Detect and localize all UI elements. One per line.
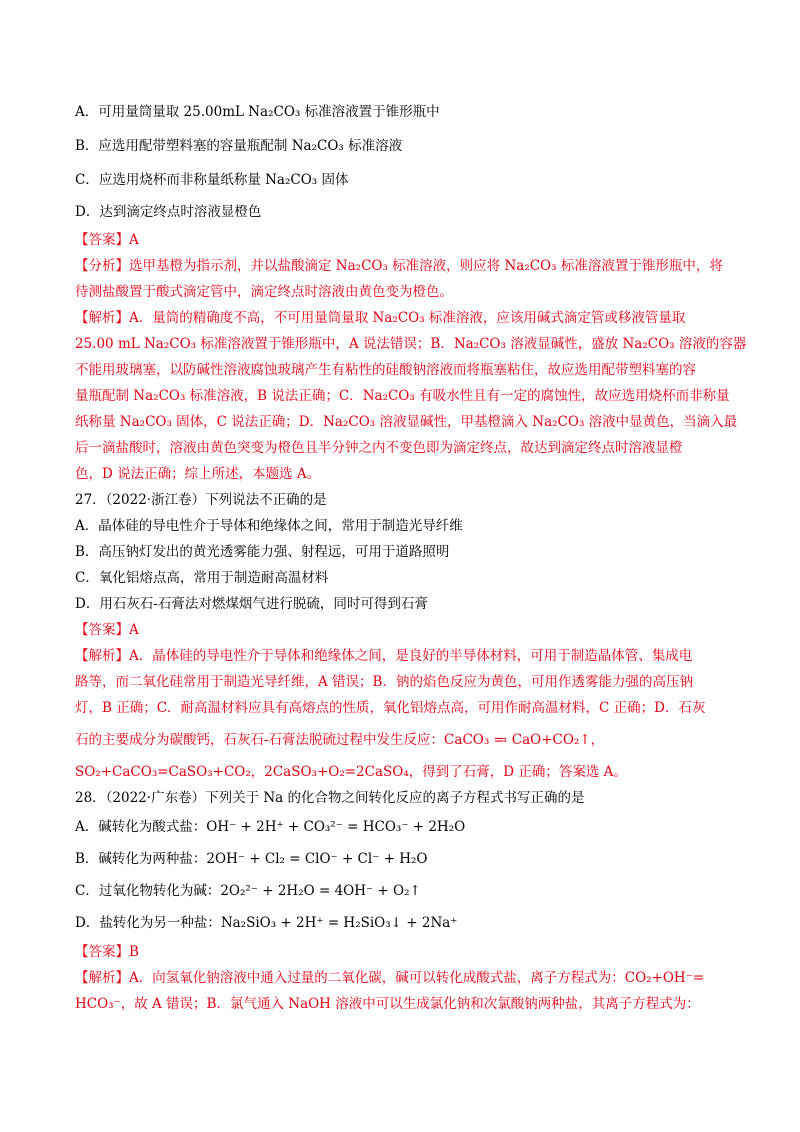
q26-explanation-line: 【解析】A．量筒的精确度不高，不可用量筒量取 Na₂CO₃ 标准溶液，应该用碱式滴定管或移液管量取 [75,310,686,326]
q26-option-d: D．达到滴定终点时溶液显橙色 [75,204,262,220]
q26-explanation-line: 色，D 说法正确；综上所述，本题选 A。 [75,466,321,482]
q26-options [75,95,725,227]
q27-explanation-line: 石的主要成分为碳酸钙，石灰石-石膏法脱硫过程中发生反应：CaCO₃ ≕ CaO+CO₂↑， [75,732,605,748]
q27-stem: 27．（2022·浙江卷）下列说法不正确的是 [75,492,327,508]
q26-analysis [75,253,725,305]
q28-explanation-line: 【解析】A．向氢氧化钠溶液中通入过量的二氧化碳，碱可以转化成酸式盐，离子方程式为：CO₂+OH⁻= [75,970,705,986]
q27-option-b: B．高压钠灯发出的黄光透雾能力强、射程远，可用于道路照明 [75,544,450,560]
q26-answer: 【答案】A [75,232,139,248]
q27-option-a: A．晶体硅的导电性介于导体和绝缘体之间，常用于制造光导纤维 [75,518,463,534]
q28-option-c: C．过氧化物转化为碱：2O₂²⁻ + 2H₂O = 4OH⁻ + O₂↑ [75,883,421,899]
q26-option-a: A．可用量筒量取 25.00mL Na₂CO₃ 标准溶液置于锥形瓶中 [75,104,440,120]
q26-explanation [75,305,747,487]
q26-analysis-line: 待测盐酸置于酸式滴定管中，滴定终点时溶液由黄色变为橙色。 [75,284,453,300]
q28-option-b: B．碱转化为两种盐：2OH⁻ + Cl₂ = ClO⁻ + Cl⁻ + H₂O [75,851,428,867]
q28-explanation-line: HCO₃⁻，故 A 错误；B．氯气通入 NaOH 溶液中可以生成氯化钠和次氯酸钠两种盐，其离子方程式为： [75,996,700,1012]
q28-answer: 【答案】B [75,944,139,960]
q28-stem: 28．（2022·广东卷）下列关于 Na 的化合物之间转化反应的离子方程式书写正确的是 [75,790,585,806]
q26-option-b: B．应选用配带塑料塞的容量瓶配制 Na₂CO₃ 标准溶液 [75,138,403,154]
q28-explanation [75,965,725,1017]
q27-explanation-line: 灯，B 正确；C．耐高温材料应具有高熔点的性质，氧化铝熔点高，可用作耐高温材料，C 正确；D．石灰 [75,700,706,716]
q27-explanation-line: 路等，而二氧化硅常用于制造光导纤维，A 错误；B．钠的焰色反应为黄色，可用作透雾能力强的高压钠 [75,674,693,690]
q27-explanation-line: SO₂+CaCO₃=CaSO₃+CO₂，2CaSO₃+O₂=2CaSO₄，得到了石膏，D 正确；答案选 A。 [75,764,627,780]
q27-answer: 【答案】A [75,622,139,638]
q27-option-d: D．用石灰石-石膏法对燃煤烟气进行脱硫，同时可得到石膏 [75,596,428,612]
q28-option-d: D．盐转化为另一种盐：Na₂SiO₃ + 2H⁺ = H₂SiO₃↓ + 2Na⁺ [75,915,458,931]
q26-explanation-line: 量瓶配制 Na₂CO₃ 标准溶液，B 说法正确；C．Na₂CO₃ 有吸水性且有一定的腐蚀性，故应选用烧杯而非称量 [75,388,730,404]
q26-explanation-line: 不能用玻璃塞，以防碱性溶液腐蚀玻璃产生有粘性的硅酸钠溶液而将瓶塞粘住，故应选用配带塑料塞的容 [75,362,696,378]
q26-analysis-line: 【分析】选甲基橙为指示剂，并以盐酸滴定 Na₂CO₃ 标准溶液，则应将 Na₂CO₃ 标准溶液置于锥形瓶中，将 [75,258,723,274]
q27-option-c: C．氧化铝熔点高，常用于制造耐高温材料 [75,570,329,586]
q28-option-a: A．碱转化为酸式盐：OH⁻ + 2H⁺ + CO₃²⁻ = HCO₃⁻ + 2H₂O [75,819,466,835]
q27-explanation [75,643,725,785]
q26-explanation-line: 25.00 mL Na₂CO₃ 标准溶液置于锥形瓶中，A 说法错误；B．Na₂CO₃ 溶液显碱性，盛放 Na₂CO₃ 溶液的容器 [75,336,747,352]
document-page [75,95,747,1017]
q26-explanation-line: 后一滴盐酸时，溶液由黄色突变为橙色且半分钟之内不变色即为滴定终点，故达到滴定终点时溶液显橙 [75,440,683,456]
q26-option-c: C．应选用烧杯而非称量纸称量 Na₂CO₃ 固体 [75,172,349,188]
q27-explanation-line: 【解析】A．晶体硅的导电性介于导体和绝缘体之间，是良好的半导体材料，可用于制造晶体管、集成电 [75,648,693,664]
q26-explanation-line: 纸称量 Na₂CO₃ 固体，C 说法正确；D．Na₂CO₃ 溶液显碱性，甲基橙滴入 Na₂CO₃ 溶液中显黄色，当滴入最 [75,414,738,430]
